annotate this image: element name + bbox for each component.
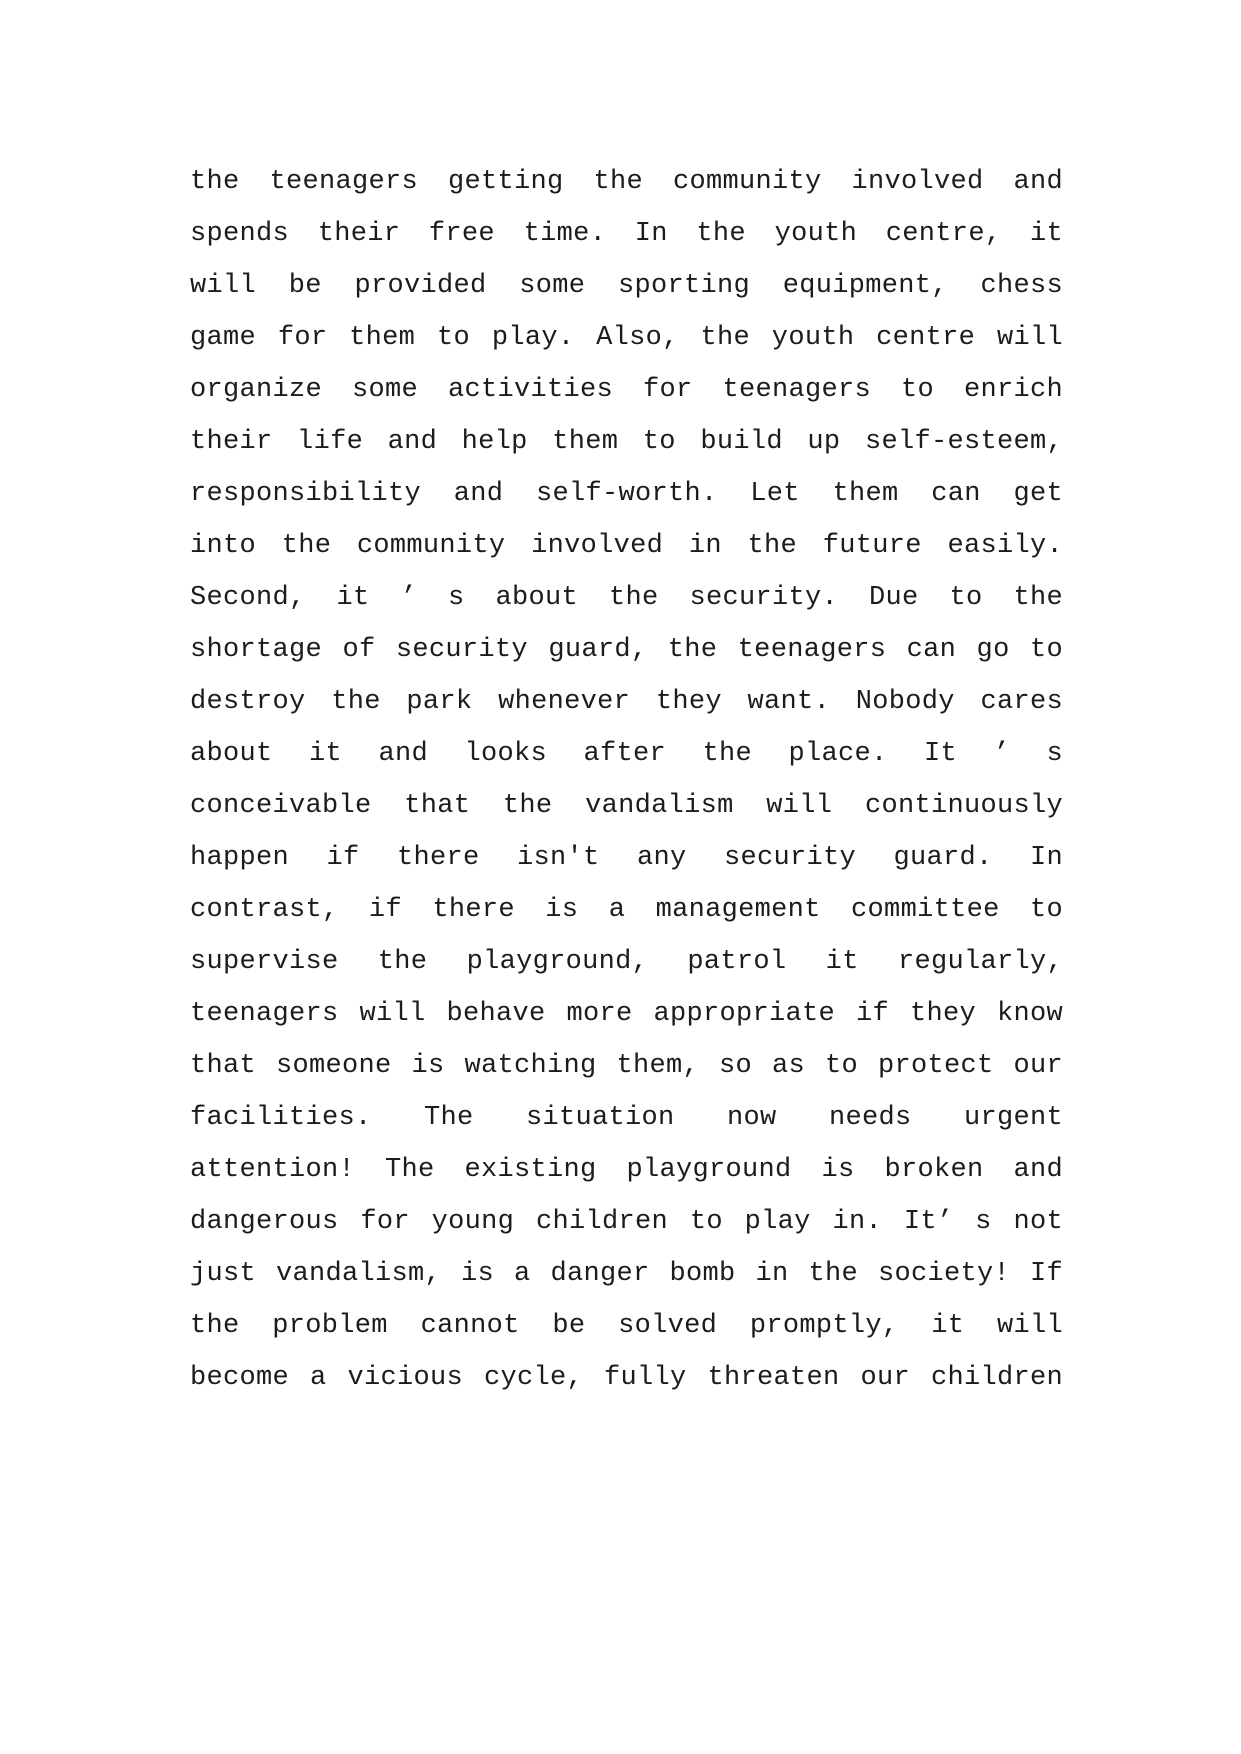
essay-body xyxy=(190,156,1063,1404)
text-line: shortage of security guard, the teenagers can go to xyxy=(190,635,1063,665)
text-line: conceivable that the vandalism will continuously xyxy=(190,791,1063,821)
text-line: Second, it ’ s about the security. Due to the xyxy=(190,583,1063,613)
text-line: the problem cannot be solved promptly, it will xyxy=(190,1311,1063,1341)
text-line: about it and looks after the place. It ’ s xyxy=(190,739,1063,769)
text-line: organize some activities for teenagers to enrich xyxy=(190,375,1063,405)
text-line: spends their free time. In the youth centre, it xyxy=(190,219,1063,249)
text-line: attention! The existing playground is broken and xyxy=(190,1155,1063,1185)
text-line: their life and help them to build up self-esteem, xyxy=(190,427,1063,457)
text-line: contrast, if there is a management committee to xyxy=(190,895,1063,925)
text-line: become a vicious cycle, fully threaten our children xyxy=(190,1363,1063,1393)
text-line: destroy the park whenever they want. Nobody cares xyxy=(190,687,1063,717)
text-line: dangerous for young children to play in. It’ s not xyxy=(190,1207,1063,1237)
text-line: will be provided some sporting equipment, chess xyxy=(190,271,1063,301)
text-line: game for them to play. Also, the youth centre will xyxy=(190,323,1063,353)
text-line: facilities. The situation now needs urgent xyxy=(190,1103,1063,1133)
text-line: just vandalism, is a danger bomb in the society! If xyxy=(190,1259,1063,1289)
text-line: that someone is watching them, so as to protect our xyxy=(190,1051,1063,1081)
text-line: happen if there isn't any security guard. In xyxy=(190,843,1063,873)
text-line: into the community involved in the future easily. xyxy=(190,531,1063,561)
text-line: supervise the playground, patrol it regularly, xyxy=(190,947,1063,977)
text-line: responsibility and self-worth. Let them can get xyxy=(190,479,1063,509)
text-line: the teenagers getting the community involved and xyxy=(190,167,1063,197)
text-line: teenagers will behave more appropriate if they know xyxy=(190,999,1063,1029)
